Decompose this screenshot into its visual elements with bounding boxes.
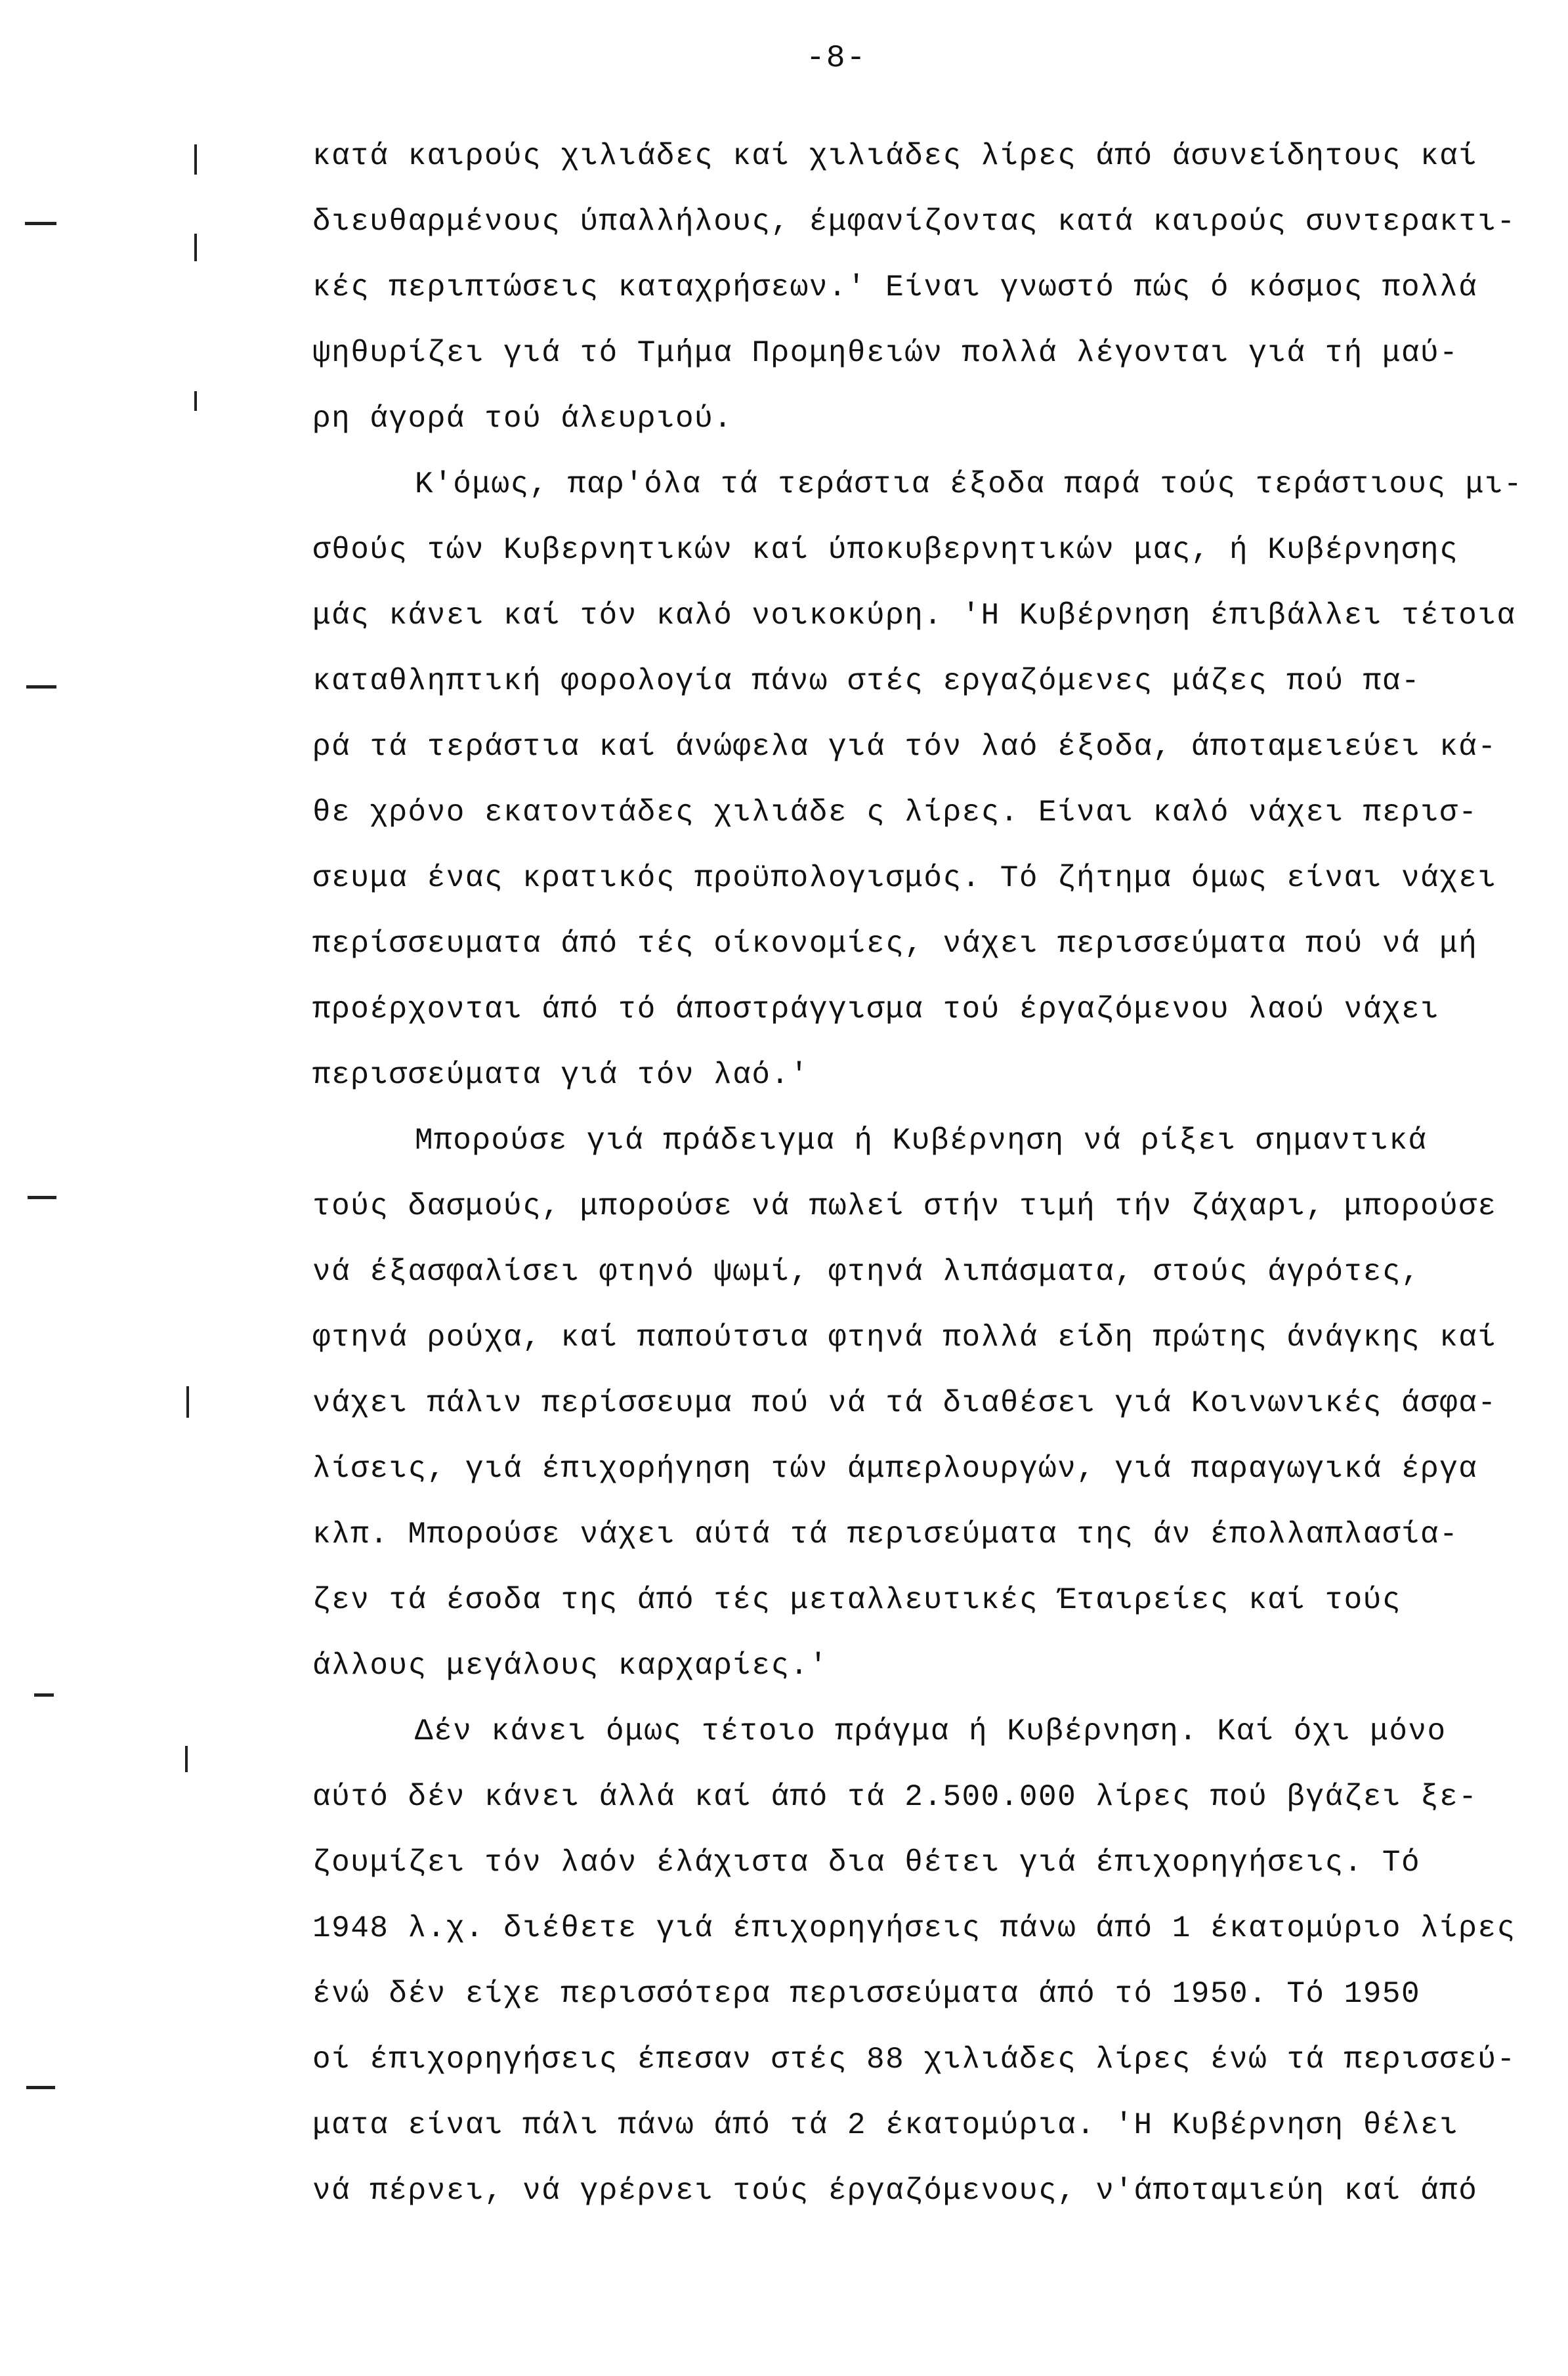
text-line: προέρχονται άπό τό άποστράγγισμα τού έργαζόμενου λαού νάχει [312,992,1440,1027]
text-line: κατά καιρούς χιλιάδες καί χιλιάδες λίρες άπό άσυνείδητους καί [312,139,1478,173]
page-number: -8- [806,41,867,76]
text-line: λίσεις, γιά έπιχορήγηση τών άμπερλουργών, γιά παραγωγικά έργα [312,1452,1478,1486]
text-line: ψηθυρίζει γιά τό Τμήμα Προμηθειών πολλά λέγονται γιά τή μαύ- [312,336,1459,370]
text-line: οί έπιχορηγήσεις έπεσαν στές 88 χιλιάδες λίρες ένώ τά περισσεύ- [312,2043,1516,2077]
text-line: σευμα ένας κρατικός προϋπολογισμός. Τό ζήτημα όμως είναι νάχει [312,861,1497,895]
text-line: νά έξασφαλίσει φτηνό ψωμί, φτηνά λιπάσματα, στούς άγρότες, [312,1255,1421,1289]
text-line: ζεν τά έσοδα της άπό τές μεταλλευτικές Έταιρείες καί τούς [312,1583,1401,1617]
document-body [312,123,1559,2224]
text-line: διευθαρμένους ύπαλλήλους, έμφανίζοντας κατά καιρούς συντερακτι- [312,205,1516,239]
text-line: άλλους μεγάλους καρχαρίες.' [312,1649,828,1683]
text-line: ματα είναι πάλι πάνω άπό τά 2 έκατομύρια. 'Η Κυβέρνηση θέλει [312,2108,1459,2142]
text-line: περισσεύματα γιά τόν λαό.' [312,1058,809,1092]
margin-dash-mark [28,1196,56,1199]
margin-tick-mark [185,1746,188,1772]
text-line: καταθληπτική φορολογία πάνω στές εργαζόμενες μάζες πού πα- [312,664,1421,698]
margin-tick-mark [194,391,197,411]
text-line: φτηνά ρούχα, καί παπούτσια φτηνά πολλά είδη πρώτης άνάγκης καί [312,1321,1497,1355]
text-line: ρά τά τεράστια καί άνώφελα γιά τόν λαό έξοδα, άποταμειεύει κά- [312,730,1497,764]
paragraph-first-line: Μπορούσε γιά πράδειγμα ή Κυβέρνηση νά ρίξει σημαντικά [415,1124,1428,1158]
margin-dash-mark [25,222,56,225]
text-line: νά πέρνει, νά γρέρνει τούς έργαζόμενους, ν'άποταμιεύη καί άπό [312,2174,1478,2208]
margin-dash-mark [34,1693,54,1697]
text-line: 1948 λ.χ. διέθετε γιά έπιχορηγήσεις πάνω άπό 1 έκατομύριο λίρες [312,1911,1516,1945]
text-line: τούς δασμούς, μπορούσε νά πωλεί στήν τιμή τήν ζάχαρι, μπορούσε [312,1189,1497,1223]
margin-dash-mark [26,2086,55,2089]
text-line: περίσσευματα άπό τές οίκονομίες, νάχει περισσεύματα πού νά μή [312,927,1478,961]
text-line: μάς κάνει καί τόν καλό νοικοκύρη. 'Η Κυβέρνηση έπιβάλλει τέτοια [312,599,1516,633]
text-line: νάχει πάλιν περίσσευμα πού νά τά διαθέσει γιά Κοινωνικές άσφα- [312,1386,1497,1420]
text-line: σθούς τών Κυβερνητικών καί ύποκυβερνητικών μας, ή Κυβέρνησης [312,533,1459,567]
paragraph-first-line: Δέν κάνει όμως τέτοιο πράγμα ή Κυβέρνηση. Καί όχι μόνο [415,1714,1447,1749]
margin-tick-mark [194,144,197,175]
margin-dash-mark [26,685,56,689]
text-line: ένώ δέν είχε περισσότερα περισσεύματα άπό τό 1950. Τό 1950 [312,1977,1421,2011]
text-line: κές περιπτώσεις καταχρήσεων.' Είναι γνωστό πώς ό κόσμος πολλά [312,270,1478,305]
text-line: θε χρόνο εκατοντάδες χιλιάδε ς λίρες. Είναι καλό νάχει περισ- [312,796,1478,830]
text-line: κλπ. Μπορούσε νάχει αύτά τά περισεύματα της άν έπολλαπλασία- [312,1517,1459,1552]
text-line: ρη άγορά τού άλευριού. [312,402,733,436]
text-line: αύτό δέν κάνει άλλά καί άπό τά 2.500.000 λίρες πού βγάζει ξε- [312,1780,1478,1814]
text-line: ζουμίζει τόν λαόν έλάχιστα δια θέτει γιά έπιχορηγήσεις. Τό [312,1846,1421,1880]
margin-tick-mark [194,234,197,261]
paragraph-first-line: Κ'όμως, παρ'όλα τά τεράστια έξοδα παρά τούς τεράστιους μι- [415,467,1523,501]
margin-tick-mark [186,1386,189,1418]
